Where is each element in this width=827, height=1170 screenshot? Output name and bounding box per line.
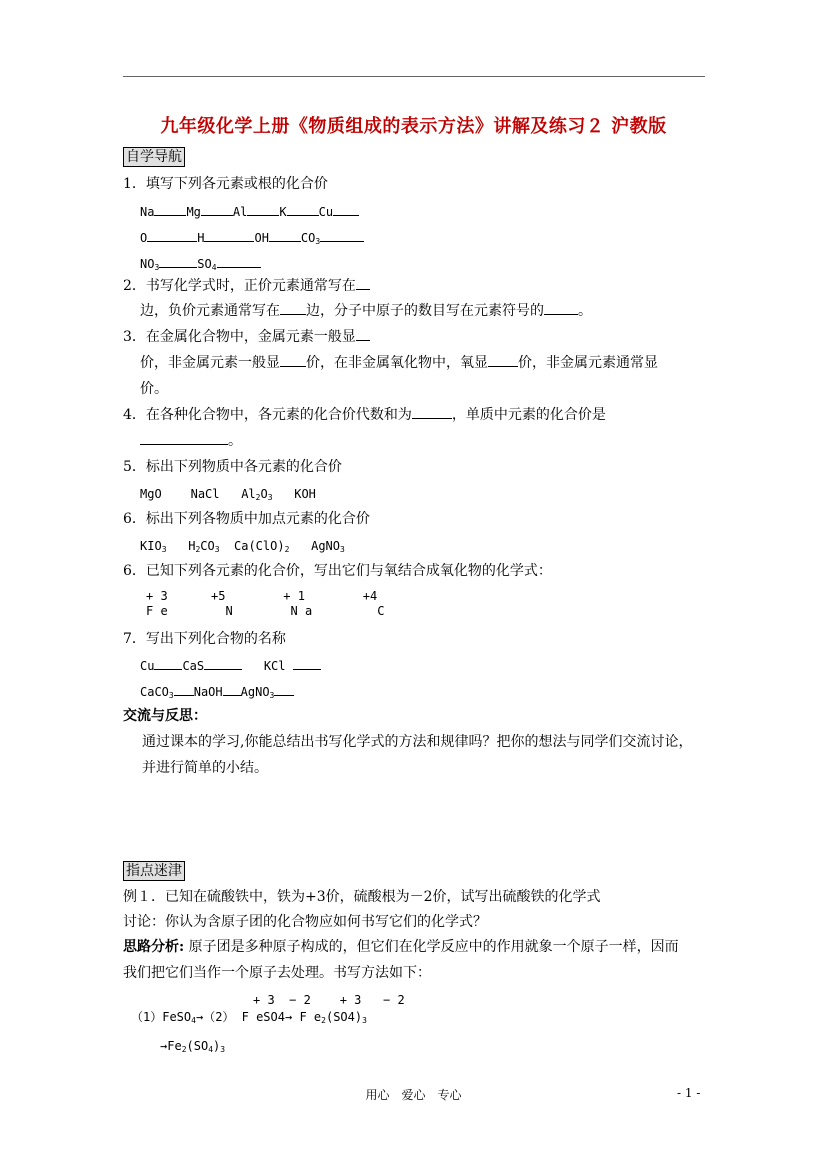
q5-items: MgO NaCl $Al_2O_3$ KOH: [140, 487, 316, 502]
question-1: 1．填写下列各元素或根的化合价: [123, 176, 328, 192]
question-7: 7．写出下列化合物的名称: [123, 631, 286, 647]
q1-row-1: Na Mg Al K Cu: [140, 203, 359, 221]
question-6a: 6．标出下列各物质中加点元素的化合价: [123, 511, 370, 527]
q1-row-3: $NO_3$ $SO_4$: [140, 255, 261, 273]
step-line: （1）FeSO$_4$→（2） F eSO4→ F $e_2(SO4)_3$: [131, 1010, 367, 1025]
q6b-symbols: F e N N a C: [146, 604, 385, 618]
reflection-line-2: 并进行简单的小结。: [142, 760, 268, 776]
example-1: 例１．已知在硫酸铁中，铁为+3价，硫酸根为－2价，试写出硫酸铁的化学式: [123, 889, 601, 905]
step-result: $\to Fe_2(SO_4)_3$: [160, 1039, 226, 1054]
q7-row-1: Cu CaS KCl: [140, 657, 321, 675]
page-number: - 1 -: [677, 1086, 701, 1100]
question-5: 5．标出下列物质中各元素的化合价: [123, 459, 342, 475]
footer-motto: 用心 爱心 专心: [365, 1088, 462, 1102]
header-rule: [123, 76, 705, 77]
q6a-items: $KIO_3$ $H_2CO_3$ $Ca(ClO)_2$ AgNO$_3$: [140, 539, 345, 554]
reflection-heading: 交流与反思：: [123, 708, 207, 724]
reflection-line-1: 通过课本的学习,你能总结出书写化学式的方法和规律吗？把你的想法与同学们交流讨论，: [142, 734, 693, 750]
q6b-valences: + 3 +5 + 1 +4: [146, 589, 378, 603]
analysis-line-2: 我们把它们当作一个原子去处理。书写方法如下：: [123, 965, 431, 981]
question-3-cont: 价，非金属元素一般显 价，在非金属氧化物中，氧显 价，非金属元素通常显: [140, 355, 658, 371]
q1-row-2: O H OH $CO_3$: [140, 229, 364, 247]
question-3-end: 价。: [140, 381, 168, 397]
step-valences: + 3 − 2 + 3 − 2: [253, 993, 405, 1007]
page-title: 九年级化学上册《物质组成的表示方法》讲解及练习２ 沪教版: [160, 116, 667, 137]
analysis-line-1: 思路分析: 原子团是多种原子构成的，但它们在化学反应中的作用就象一个原子一样，因而: [123, 939, 679, 955]
question-4: 4．在各种化合物中，各元素的化合价代数和为 ，单质中元素的化合价是: [123, 407, 606, 423]
section-guidance: 指点迷津: [123, 861, 185, 881]
question-3: 3．在金属化合物中，金属元素一般显: [123, 328, 370, 346]
question-6b: 6．已知下列各元素的化合价，写出它们与氧结合成氧化物的化学式：: [123, 563, 552, 579]
question-4-blank: 。: [140, 432, 242, 450]
section-self-study: 自学导航: [123, 147, 185, 167]
discussion: 讨论：你认为含原子团的化合物应如何书写它们的化学式？: [123, 914, 487, 930]
q7-row-2: CaCO$_3$ NaOH AgNO$_3$: [140, 683, 294, 701]
question-2: 2．书写化学式时，正价元素通常写在: [123, 277, 370, 295]
question-2-cont: 边，负价元素通常写在 边，分子中原子的数目写在元素符号的 。: [140, 303, 592, 319]
